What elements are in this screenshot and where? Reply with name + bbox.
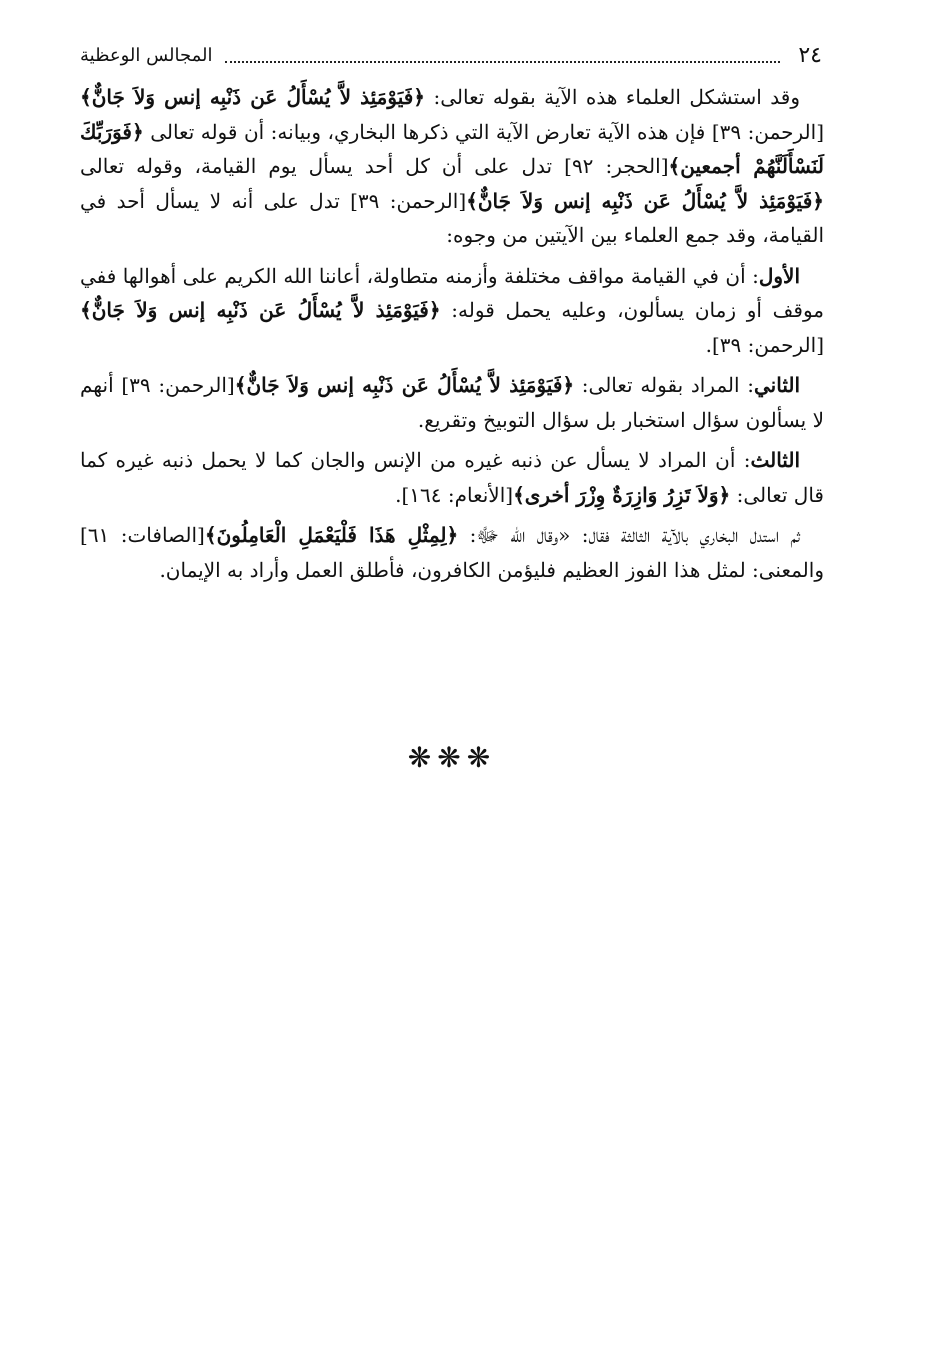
- running-title: المجالس الوعظية: [80, 45, 213, 66]
- quran-verse: ﴿لِمِثْلِ هَذَا فَلْيَعْمَلِ الْعَامِلُونَ﴾: [204, 523, 459, 547]
- paragraph-third-view: [80, 443, 824, 512]
- paragraph-text: : المراد بقوله تعالى:: [574, 373, 754, 397]
- paragraph-text: : أن في القيامة مواقف مختلفة وأزمنه متطاولة، أعاننا الله الكريم على أهوالها ففي موقف أو زمان يسألون، وعليه يحمل قوله:: [80, 263, 824, 322]
- paragraph-text: [الصافات: ٦١] والمعنى: لمثل هذا الفوز العظيم فليؤمن الكافرون، فأطلق العمل وأراد به الإيمان.: [80, 523, 824, 582]
- paragraph-text: [الحجر: ٩٢] تدل على أن كل أحد يسأل يوم القيامة، وقوله تعالى: [80, 154, 669, 178]
- point-label: الثالث: [750, 448, 800, 472]
- quran-verse: ﴿فَوَرَبِّكَ لَنَسْأَلَنَّهُمْ أجمعين﴾: [80, 119, 824, 178]
- section-separator: ❋❋❋: [407, 741, 497, 774]
- point-label: الأول: [758, 263, 800, 288]
- header-dotted-rule: [225, 61, 781, 63]
- paragraph-text: ثم استدل البخاري بالآية الثالثة فقال: «وقال الله ﷻ:: [458, 523, 801, 547]
- quran-verse: ﴿فَيَوْمَئِذ لاَّ يُسْأَلُ عَن ذَنْبِه إنس وَلاَ جَانٌّ﴾: [234, 373, 575, 397]
- paragraph-text: [الرحمن: ٣٩] أنهم لا يسألون سؤال استخبار بل سؤال التوبيخ وتقريع.: [80, 373, 824, 432]
- paragraph-first-view: [80, 259, 824, 363]
- paragraph-text: [الرحمن: ٣٩] فإن هذه الآية تعارض الآية التي ذكرها البخاري، وبيانه: أن قوله تعالى: [143, 119, 825, 144]
- page-body: [80, 80, 824, 593]
- paragraph-text: [الرحمن: ٣٩].: [705, 332, 824, 357]
- point-label: الثاني: [754, 373, 801, 397]
- quran-verse: ﴿فَيَوْمَئِذ لاَّ يُسْأَلُ عَن ذَنْبِه إنس وَلاَ جَانٌّ﴾: [80, 298, 441, 322]
- paragraph-text: وقد استشكل العلماء هذه الآية بقوله تعالى:: [425, 85, 801, 109]
- paragraph-second-view: [80, 368, 824, 437]
- quran-verse: ﴿وَلاَ تَزِرُ وَازِرَةٌ وِزْرَ أخرى﴾: [513, 482, 731, 507]
- paragraph-text: [الأنعام: ١٦٤].: [395, 482, 514, 507]
- paragraph-text: : أن المراد لا يسأل عن ذنبه غيره من الإنس والجان كما لا يحمل ذنبه غيره كما قال تعالى:: [80, 448, 824, 507]
- page-number: ٢٤: [798, 43, 822, 68]
- page-header: [80, 40, 822, 70]
- paragraph-intro: [80, 80, 824, 253]
- quran-verse: ﴿فَيَوْمَئِذ لاَّ يُسْأَلُ عَن ذَنْبِه إنس وَلاَ جَانٌّ﴾: [80, 85, 426, 109]
- quran-verse: ﴿فَيَوْمَئِذ لاَّ يُسْأَلُ عَن ذَنْبِه إنس وَلاَ جَانٌّ﴾: [466, 188, 824, 213]
- paragraph-text: [الرحمن: ٣٩] تدل على أنه لا يسأل أحد في القيامة، وقد جمع العلماء بين الآيتين من وجوه:: [80, 188, 824, 247]
- paragraph-conclusion: [80, 518, 824, 587]
